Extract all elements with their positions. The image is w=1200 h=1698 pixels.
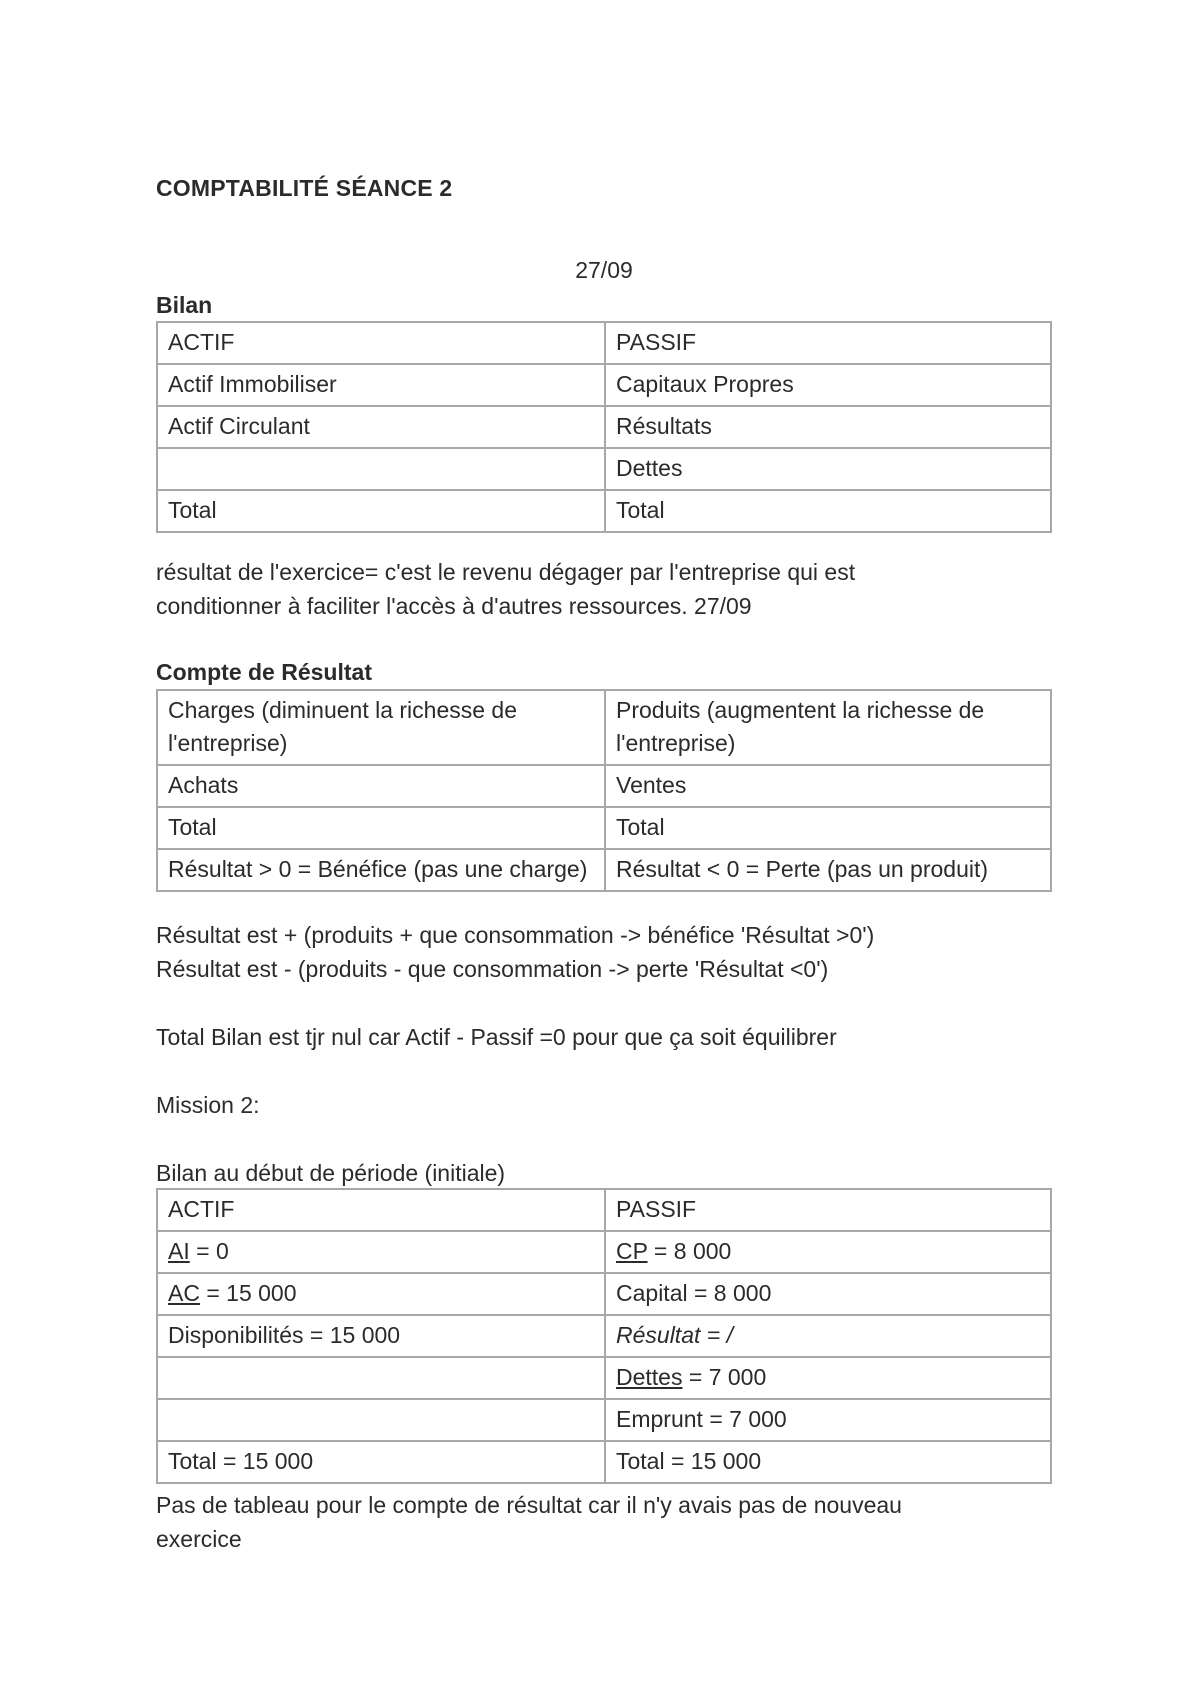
label-dettes: Dettes — [616, 1364, 683, 1390]
table-cell: Total — [157, 807, 605, 849]
table-row — [157, 765, 1051, 807]
table-row — [157, 490, 1051, 532]
bilan-initial-table — [156, 1188, 1052, 1484]
cell-value: = 0 — [189, 1238, 229, 1264]
note-line-2: Résultat est - (produits - que consommation -> perte 'Résultat <0') — [156, 956, 829, 982]
table-row — [157, 849, 1051, 891]
table-cell: Charges (diminuent la richesse de l'entreprise) — [157, 690, 605, 765]
table-row — [157, 690, 1051, 765]
table-cell — [157, 1273, 605, 1315]
bilan-heading: Bilan — [156, 292, 213, 318]
table-cell: Total — [157, 490, 605, 532]
table-cell: PASSIF — [605, 322, 1051, 364]
table-cell: Total — [605, 490, 1051, 532]
table-cell: Résultat < 0 = Perte (pas un produit) — [605, 849, 1051, 891]
date-label: 27/09 — [575, 257, 633, 283]
bilan-table — [156, 321, 1052, 533]
compte-resultat-heading: Compte de Résultat — [156, 659, 372, 685]
table-cell: Produits (augmentent la richesse de l'entreprise) — [605, 690, 1051, 765]
table-cell: ACTIF — [157, 322, 605, 364]
table-cell — [605, 1231, 1051, 1273]
definition-line-2: conditionner à faciliter l'accès à d'autres ressources. 27/09 — [156, 593, 752, 619]
cell-value: = 8 000 — [647, 1238, 732, 1264]
table-cell — [157, 1231, 605, 1273]
abbr-ac: AC — [168, 1280, 200, 1306]
abbr-ai: AI — [168, 1238, 190, 1264]
table-cell: Ventes — [605, 765, 1051, 807]
table-cell: Résultat > 0 = Bénéfice (pas une charge) — [157, 849, 605, 891]
table-cell — [157, 448, 605, 490]
table-row — [157, 448, 1051, 490]
table-cell: Total — [605, 807, 1051, 849]
abbr-cp: CP — [616, 1238, 648, 1264]
table-row — [157, 1357, 1051, 1399]
table-row — [157, 406, 1051, 448]
cell-value: = 15 000 — [199, 1280, 297, 1306]
definition-line-1: résultat de l'exercice= c'est le revenu dégager par l'entreprise qui est — [156, 559, 856, 585]
table-cell: Total = 15 000 — [157, 1441, 605, 1483]
table-cell: Résultats — [605, 406, 1051, 448]
table-cell: Résultat = / — [605, 1315, 1051, 1357]
table-cell — [157, 1357, 605, 1399]
mission-label: Mission 2: — [156, 1092, 260, 1118]
table-row — [157, 364, 1051, 406]
bilan-initial-caption: Bilan au début de période (initiale) — [156, 1160, 506, 1186]
table-row — [157, 1441, 1051, 1483]
table-row — [157, 1231, 1051, 1273]
table-row — [157, 1273, 1051, 1315]
cell-value: = 7 000 — [682, 1364, 767, 1390]
footer-line-2: exercice — [156, 1526, 242, 1552]
table-row — [157, 1315, 1051, 1357]
table-cell: Capitaux Propres — [605, 364, 1051, 406]
table-cell: Disponibilités = 15 000 — [157, 1315, 605, 1357]
table-cell: ACTIF — [157, 1189, 605, 1231]
note-line-1: Résultat est + (produits + que consommation -> bénéfice 'Résultat >0') — [156, 922, 875, 948]
table-cell: Actif Circulant — [157, 406, 605, 448]
table-cell: Dettes — [605, 448, 1051, 490]
table-row — [157, 807, 1051, 849]
table-cell: Achats — [157, 765, 605, 807]
page-title: COMPTABILITÉ SÉANCE 2 — [156, 175, 453, 201]
footer-line-1: Pas de tableau pour le compte de résultat car il n'y avais pas de nouveau — [156, 1492, 902, 1518]
table-row — [157, 1399, 1051, 1441]
table-cell: Capital = 8 000 — [605, 1273, 1051, 1315]
table-cell — [605, 1357, 1051, 1399]
compte-resultat-table — [156, 689, 1052, 892]
table-row — [157, 322, 1051, 364]
table-cell: PASSIF — [605, 1189, 1051, 1231]
table-cell: Emprunt = 7 000 — [605, 1399, 1051, 1441]
table-cell — [157, 1399, 605, 1441]
table-row — [157, 1189, 1051, 1231]
note-total-bilan: Total Bilan est tjr nul car Actif - Passif =0 pour que ça soit équilibrer — [156, 1024, 837, 1050]
table-cell: Total = 15 000 — [605, 1441, 1051, 1483]
table-cell: Actif Immobiliser — [157, 364, 605, 406]
